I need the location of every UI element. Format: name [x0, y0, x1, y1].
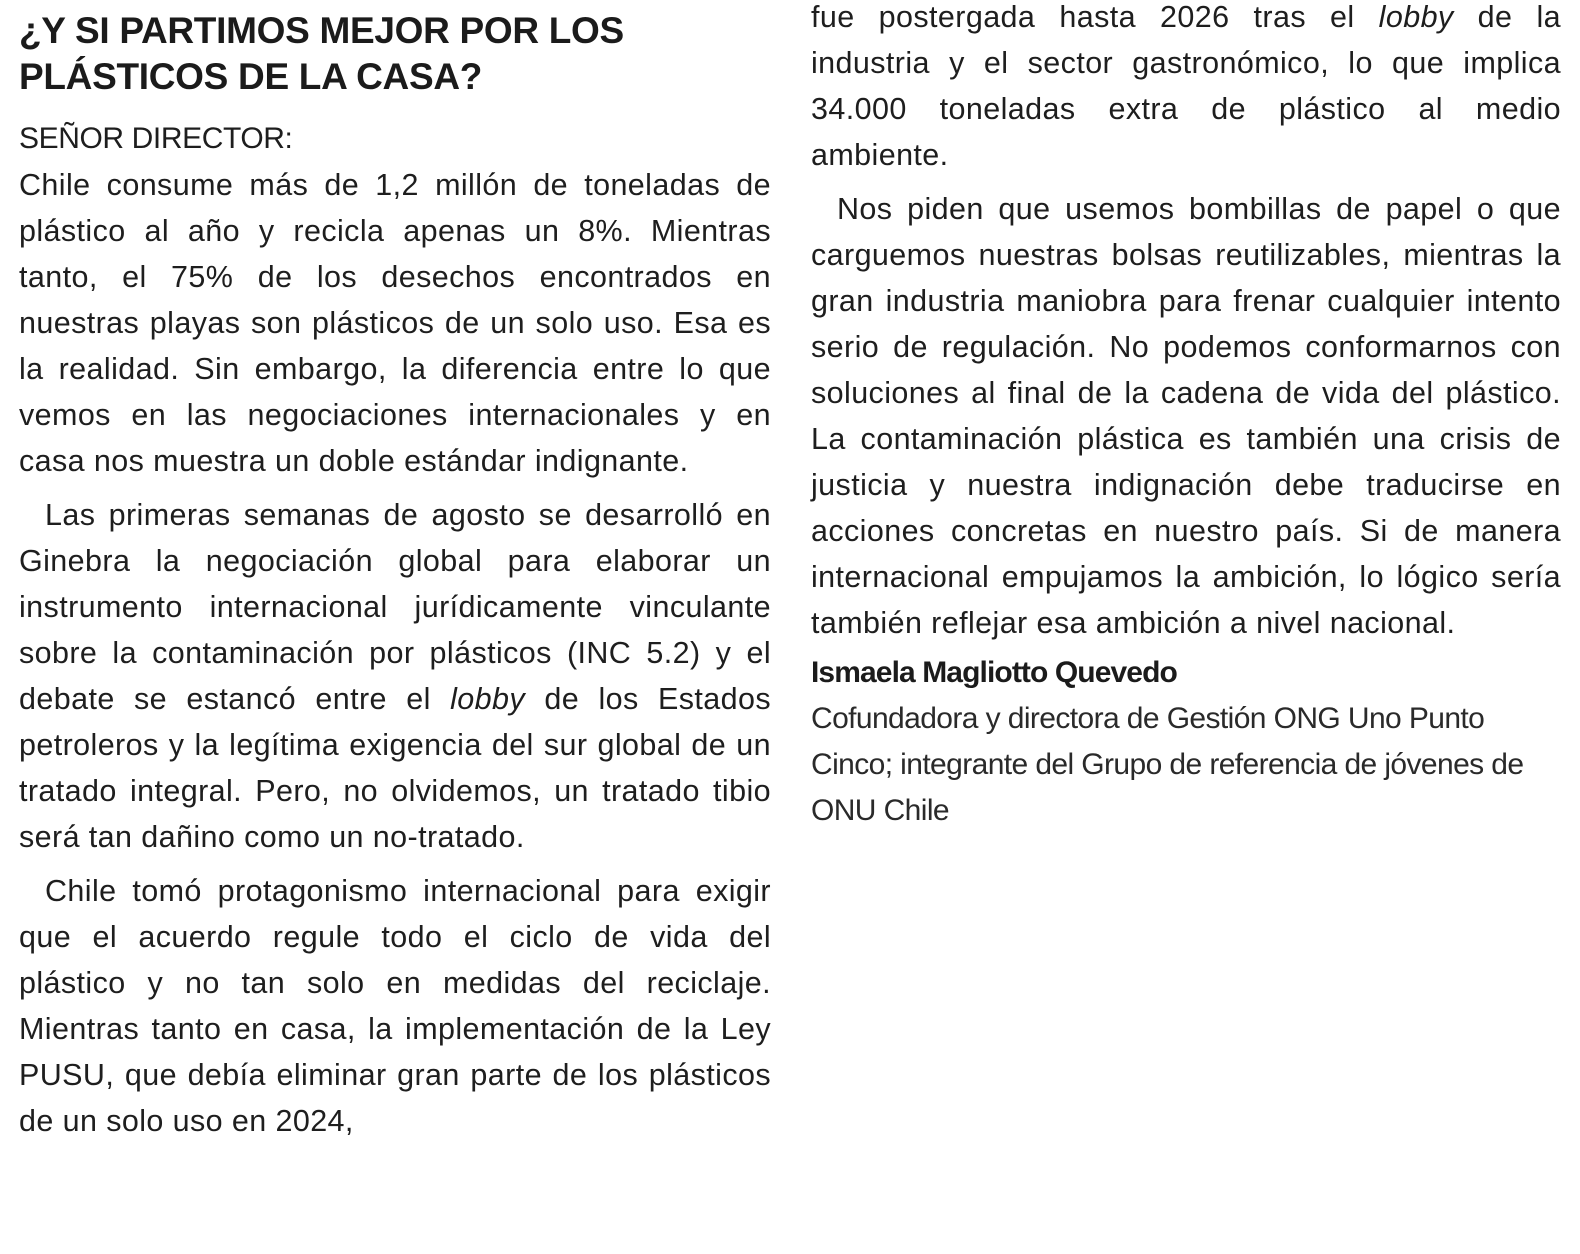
salutation: SEÑOR DIRECTOR:	[19, 122, 293, 155]
letter-headline: ¿Y SI PARTIMOS MEJOR POR LOS PLÁSTICOS DE LA CASA?	[19, 10, 624, 97]
italic-term: lobby	[1378, 0, 1454, 34]
paragraph-text: Chile consume más de 1,2 millón de toneladas de plástico al año y recicla apenas un 8%. Mientras tanto, el 75% de los desechos encontrados en nuestras playas son plásticos de un solo uso. Esa es la realidad. Sin embargo, la diferencia entre lo que vemos en las negociaciones internacionales y en casa nos muestra un doble estándar indignante.	[19, 168, 771, 478]
paragraph-text: de la industria y el sector gastronómico, lo que implica 34.000 toneladas extra de plástico al medio ambiente.	[811, 0, 1561, 172]
paragraph-2	[19, 492, 771, 860]
author-role: Cofundadora y directora de Gestión ONG Uno Punto Cinco; integrante del Grupo de referencia de jóvenes de ONU Chile	[811, 702, 1524, 827]
paragraph-3-continued	[811, 0, 1561, 178]
paragraph-4	[811, 186, 1561, 646]
paragraph-3-start	[19, 868, 771, 1144]
left-column	[19, 0, 771, 1144]
paragraph-text: fue postergada hasta 2026 tras el	[811, 0, 1379, 34]
right-column	[811, 0, 1561, 834]
author-name: Ismaela Magliotto Quevedo	[811, 656, 1177, 689]
paragraph-text: de los Estados petroleros y la legítima exigencia del sur global de un tratado integral. Pero, no olvidemos, un tratado tibio será tan dañino como un no-tratado.	[19, 682, 771, 854]
italic-term: lobby	[450, 682, 526, 716]
paragraph-text: Chile tomó protagonismo internacional para exigir que el acuerdo regule todo el ciclo de vida del plástico y no tan solo en medidas del reciclaje. Mientras tanto en casa, la implementación de la Ley PUSU, que debía eliminar gran parte de los plásticos de un solo uso en 2024,	[19, 874, 771, 1138]
paragraph-1	[19, 162, 771, 484]
paragraph-text: Nos piden que usemos bombillas de papel o que carguemos nuestras bolsas reutilizables, mientras la gran industria maniobra para frenar cualquier intento serio de regulación. No podemos conformarnos con soluciones al final de la cadena de vida del plástico. La contaminación plástica es también una crisis de justicia y nuestra indignación debe traducirse en acciones concretas en nuestro país. Si de manera internacional empujamos la ambición, lo lógico sería también reflejar esa ambición a nivel nacional.	[811, 192, 1561, 640]
paragraph-text: Las primeras semanas de agosto se desarrolló en Ginebra la negociación global para elaborar un instrumento internacional jurídicamente vinculante sobre la contaminación por plásticos (INC 5.2) y el debate se estancó entre el	[19, 498, 771, 716]
